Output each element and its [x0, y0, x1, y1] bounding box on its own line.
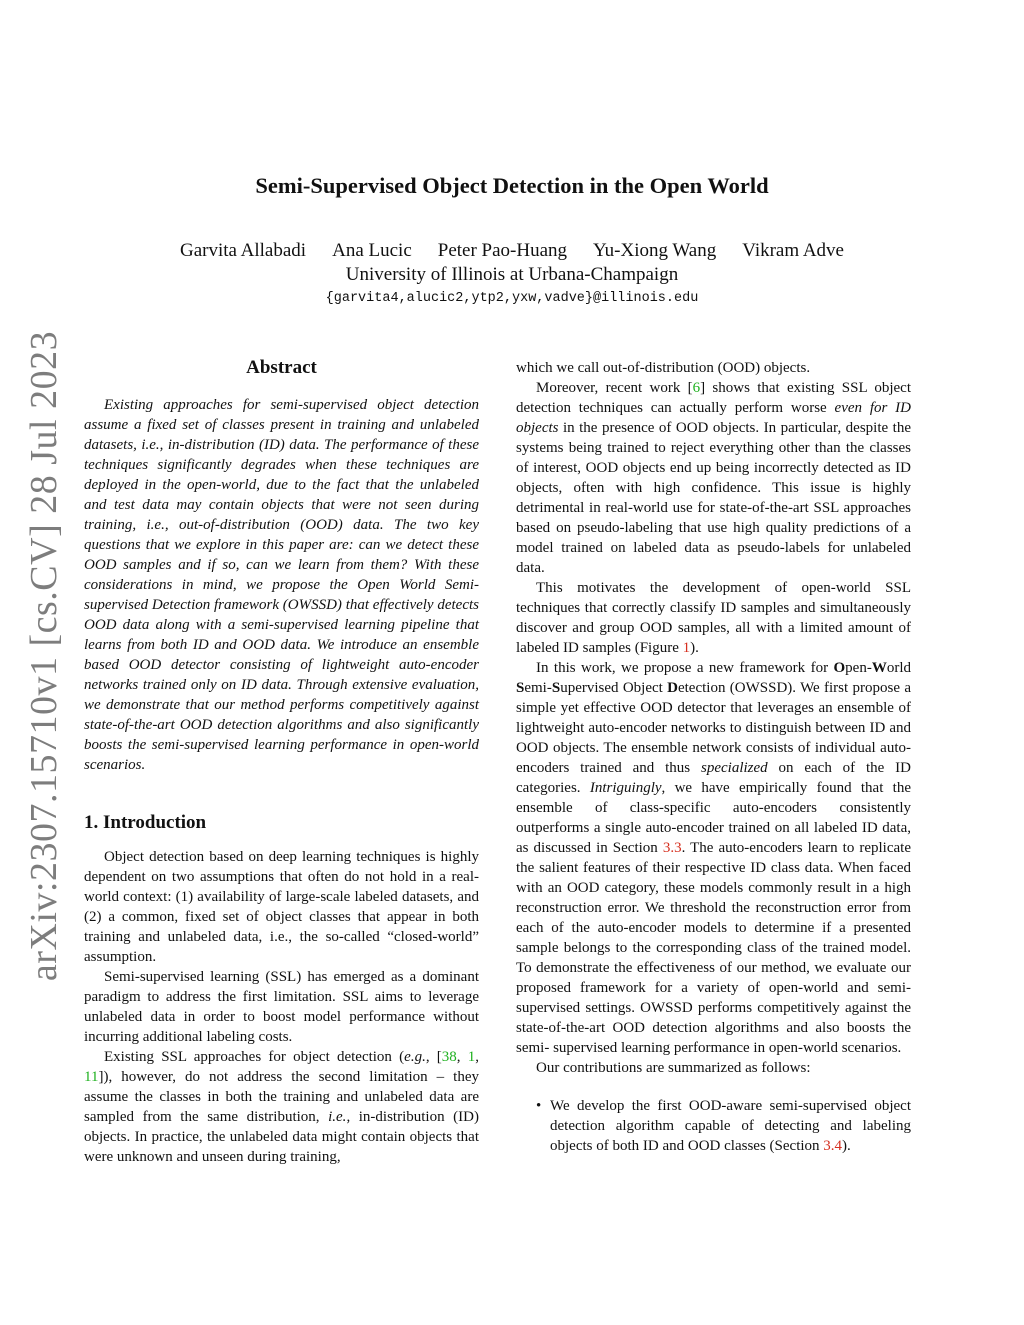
affiliation: University of Illinois at Urbana-Champaign	[345, 264, 679, 285]
left-column	[84, 354, 479, 1167]
author-name: Yu-Xiong Wang	[593, 240, 717, 261]
list-item: • We develop the first OOD-aware semi-supervised object detection algorithm capable of detecting and labeling objects of both ID and OOD classes (Section 3.4).	[536, 1096, 911, 1156]
arxiv-sidebar	[18, 330, 70, 982]
author-list	[0, 240, 1024, 262]
abstract-text: Existing approaches for semi-supervised object detection assume a fixed set of classes present in training and unlabeled datasets, i.e., in-distribution (ID) data. The performance of these techniques significantly degrades when these techniques are deployed in the open-world, due to the fact that the unlabeled and test data may contain objects that were not seen during training, i.e., out-of-distribution (OOD) data. The two key questions that we explore in this paper are: can we detect these OOD samples and if so, can we learn from them? With these considerations in mind, we propose the Open World Semi-supervised Detection framework (OWSSD) that effectively detects OOD data along with a semi-supervised learning pipeline that learns from both ID and OOD data. We introduce an ensemble based OOD detector consisting of lightweight auto-encoder networks trained only on ID data. Through extensive evaluation, we demonstrate that our method performs competitively against state-of-the-art OOD detection algorithms and also significantly boosts the semi-supervised learning performance in open-world scenarios.	[84, 397, 479, 773]
paper-title: Semi-Supervised Object Detection in the Open World	[255, 173, 769, 198]
citation-link[interactable]: 11	[84, 1069, 99, 1085]
figure-reference-link[interactable]: 1	[682, 640, 691, 656]
citation-link[interactable]: 1	[467, 1049, 476, 1065]
author-name: Peter Pao-Huang	[437, 240, 568, 261]
intro-paragraph-2: Semi-supervised learning (SSL) has emerged as a dominant paradigm to address the first limitation. SSL aims to leverage unlabeled data in order to boost model performance without incurring additional labeling costs.	[84, 969, 479, 1045]
author-name: Garvita Allabadi	[179, 240, 307, 261]
author-emails: {garvita4,alucic2,ytp2,yxw,vadve}@illinois.edu	[325, 291, 699, 306]
author-name: Ana Lucic	[332, 240, 412, 261]
abstract-heading: Abstract	[246, 357, 317, 378]
intro-paragraph-7: Our contributions are summarized as follows:	[536, 1060, 811, 1076]
contributions-list	[516, 1096, 911, 1156]
section-reference-link[interactable]: 3.4	[823, 1138, 843, 1154]
section-heading-introduction: 1. Introduction	[84, 812, 207, 833]
intro-paragraph-5: This motivates the development of open-world SSL techniques that correctly classify ID samples and simultaneously discover and group OOD samples, all with a limited amount of labeled ID samples (Figure 1).	[516, 580, 911, 656]
arxiv-identifier: arXiv:2307.15710v1 [cs.CV] 28 Jul 2023	[23, 330, 65, 982]
citation-link[interactable]: 38	[441, 1049, 457, 1065]
intro-paragraph-6: In this work, we propose a new framework for Open-World Semi-Supervised Object Detection (OWSSD). We first propose a simple yet effective OOD detector that leverages an ensemble of lightweight auto-encoder networks to distinguish between ID and OOD objects. The ensemble network consists of individual auto-encoders trained and thus specialized on each of the ID categories. Intriguingly, we have empirically found that the ensemble of class-specific auto-encoders consistently outperforms a single auto-encoder trained on all labeled ID data, as discussed in Section 3.3. The auto-encoders learn to replicate the salient features of their respective ID class data. When faced with an OOD category, these models commonly result in a high reconstruction error. We threshold the reconstruction error from each of the auto-encoder models to determine if a presented sample belongs to the corresponding class of the trained model. To demonstrate the effectiveness of our method, we evaluate our proposed framework for a variety of open-world and semi-supervised settings. OWSSD performs competitively against the state-of-the-art OOD detection algorithms and also boosts the semi- supervised learning performance in open-world scenarios.	[516, 660, 911, 1056]
intro-paragraph-4: Moreover, recent work [6] shows that existing SSL object detection techniques can actually perform worse even for ID objects in the presence of OOD objects. In particular, despite the systems being trained to reject everything other than the classes of interest, OOD objects end up being incorrectly detected as ID objects, often with high confidence. This issue is highly detrimental in real-world use for state-of-the-art SSL approaches based on pseudo-labeling that use high quality predictions of a model trained on labeled data as pseudo-labels for unlabeled data.	[516, 380, 911, 576]
abstract	[84, 395, 479, 775]
author-name: Vikram Adve	[742, 240, 844, 261]
section-reference-link[interactable]: 3.3	[662, 840, 682, 856]
intro-paragraph-3-continued: which we call out-of-distribution (OOD) objects.	[516, 360, 811, 376]
right-column	[516, 358, 911, 1156]
intro-paragraph-1: Object detection based on deep learning techniques is highly dependent on two assumptions that often do not hold in a real-world context: (1) availability of large-scale labeled datasets, and (2) a common, fixed set of object classes that appear in both training and unlabeled data, i.e., the so-called “closed-world” assumption.	[84, 849, 479, 965]
citation-link[interactable]: 6	[692, 380, 701, 396]
intro-paragraph-3: Existing SSL approaches for object detection (e.g., [38, 1, 11]), however, do not address the second limitation – they assume the classes in both the training and unlabeled data are sampled from the same distribution, i.e., in-distribution (ID) objects. In practice, the unlabeled data might contain objects that were unknown and unseen during training,	[84, 1049, 480, 1165]
